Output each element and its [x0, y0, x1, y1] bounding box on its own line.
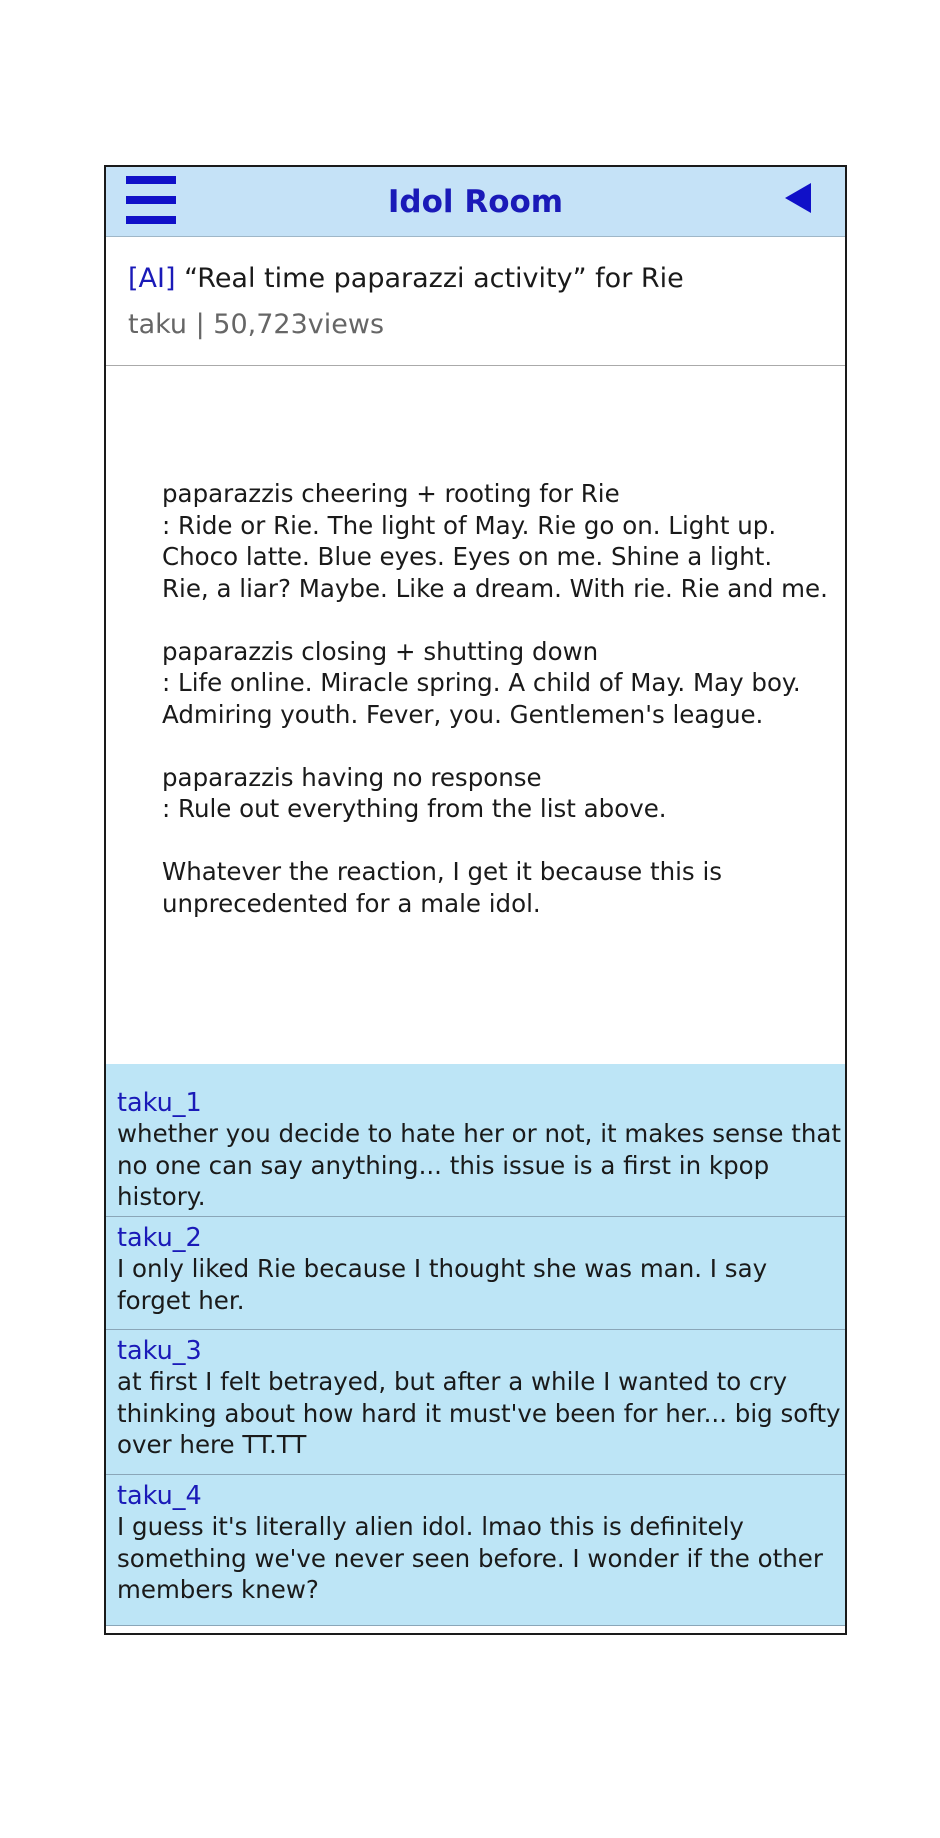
comment-author[interactable]: taku_3 — [117, 1336, 202, 1366]
post-title: “Real time paparazzi activity” for Rie — [184, 263, 684, 294]
comment-author[interactable]: taku_1 — [117, 1088, 202, 1118]
post-tag[interactable]: [AI] — [128, 263, 176, 294]
comment-item — [106, 1064, 845, 1217]
post-paragraph: Whatever the reaction, I get it because this is unprecedented for a male idol. — [162, 857, 723, 918]
post-header — [106, 237, 845, 366]
comment-text: I guess it's literally alien idol. lmao this is definitely something we've never seen before. I wonder if the other members knew? — [117, 1512, 823, 1604]
post-paragraph: paparazzis cheering + rooting for Rie : Ride or Rie. The light of May. Rie go on. Light up. Choco latte. Blue eyes. Eyes on me. Shine a light. Rie, a liar? Maybe. Like a dream. With rie. Rie and me. — [162, 479, 828, 603]
post-meta: taku | 50,723views — [128, 309, 385, 340]
top-bar — [106, 167, 845, 237]
comment-author[interactable]: taku_2 — [117, 1223, 202, 1253]
comment-text: at first I felt betrayed, but after a while I wanted to cry thinking about how hard it must've been for her... big softy over here TT.TT — [117, 1367, 841, 1459]
comment-item — [106, 1330, 845, 1475]
app-frame — [104, 165, 847, 1635]
app-title: Idol Room — [387, 184, 564, 220]
post-title-line — [128, 259, 845, 299]
comment-text: I only liked Rie because I thought she was man. I say forget her. — [117, 1254, 768, 1315]
comment-author[interactable]: taku_4 — [117, 1481, 202, 1511]
post-paragraph: paparazzis closing + shutting down : Life online. Miracle spring. A child of May. May boy. Admiring youth. Fever, you. Gentlemen's league. — [162, 636, 801, 729]
comments-section — [106, 1064, 845, 1626]
back-arrow-icon[interactable] — [785, 183, 811, 213]
post-body — [106, 366, 845, 1064]
comment-item — [106, 1475, 845, 1626]
post-paragraph: paparazzis having no response : Rule out everything from the list above. — [162, 762, 667, 823]
comment-text: whether you decide to hate her or not, it makes sense that no one can say anything... this issue is a first in kpop history. — [117, 1119, 841, 1211]
comment-item — [106, 1217, 845, 1330]
